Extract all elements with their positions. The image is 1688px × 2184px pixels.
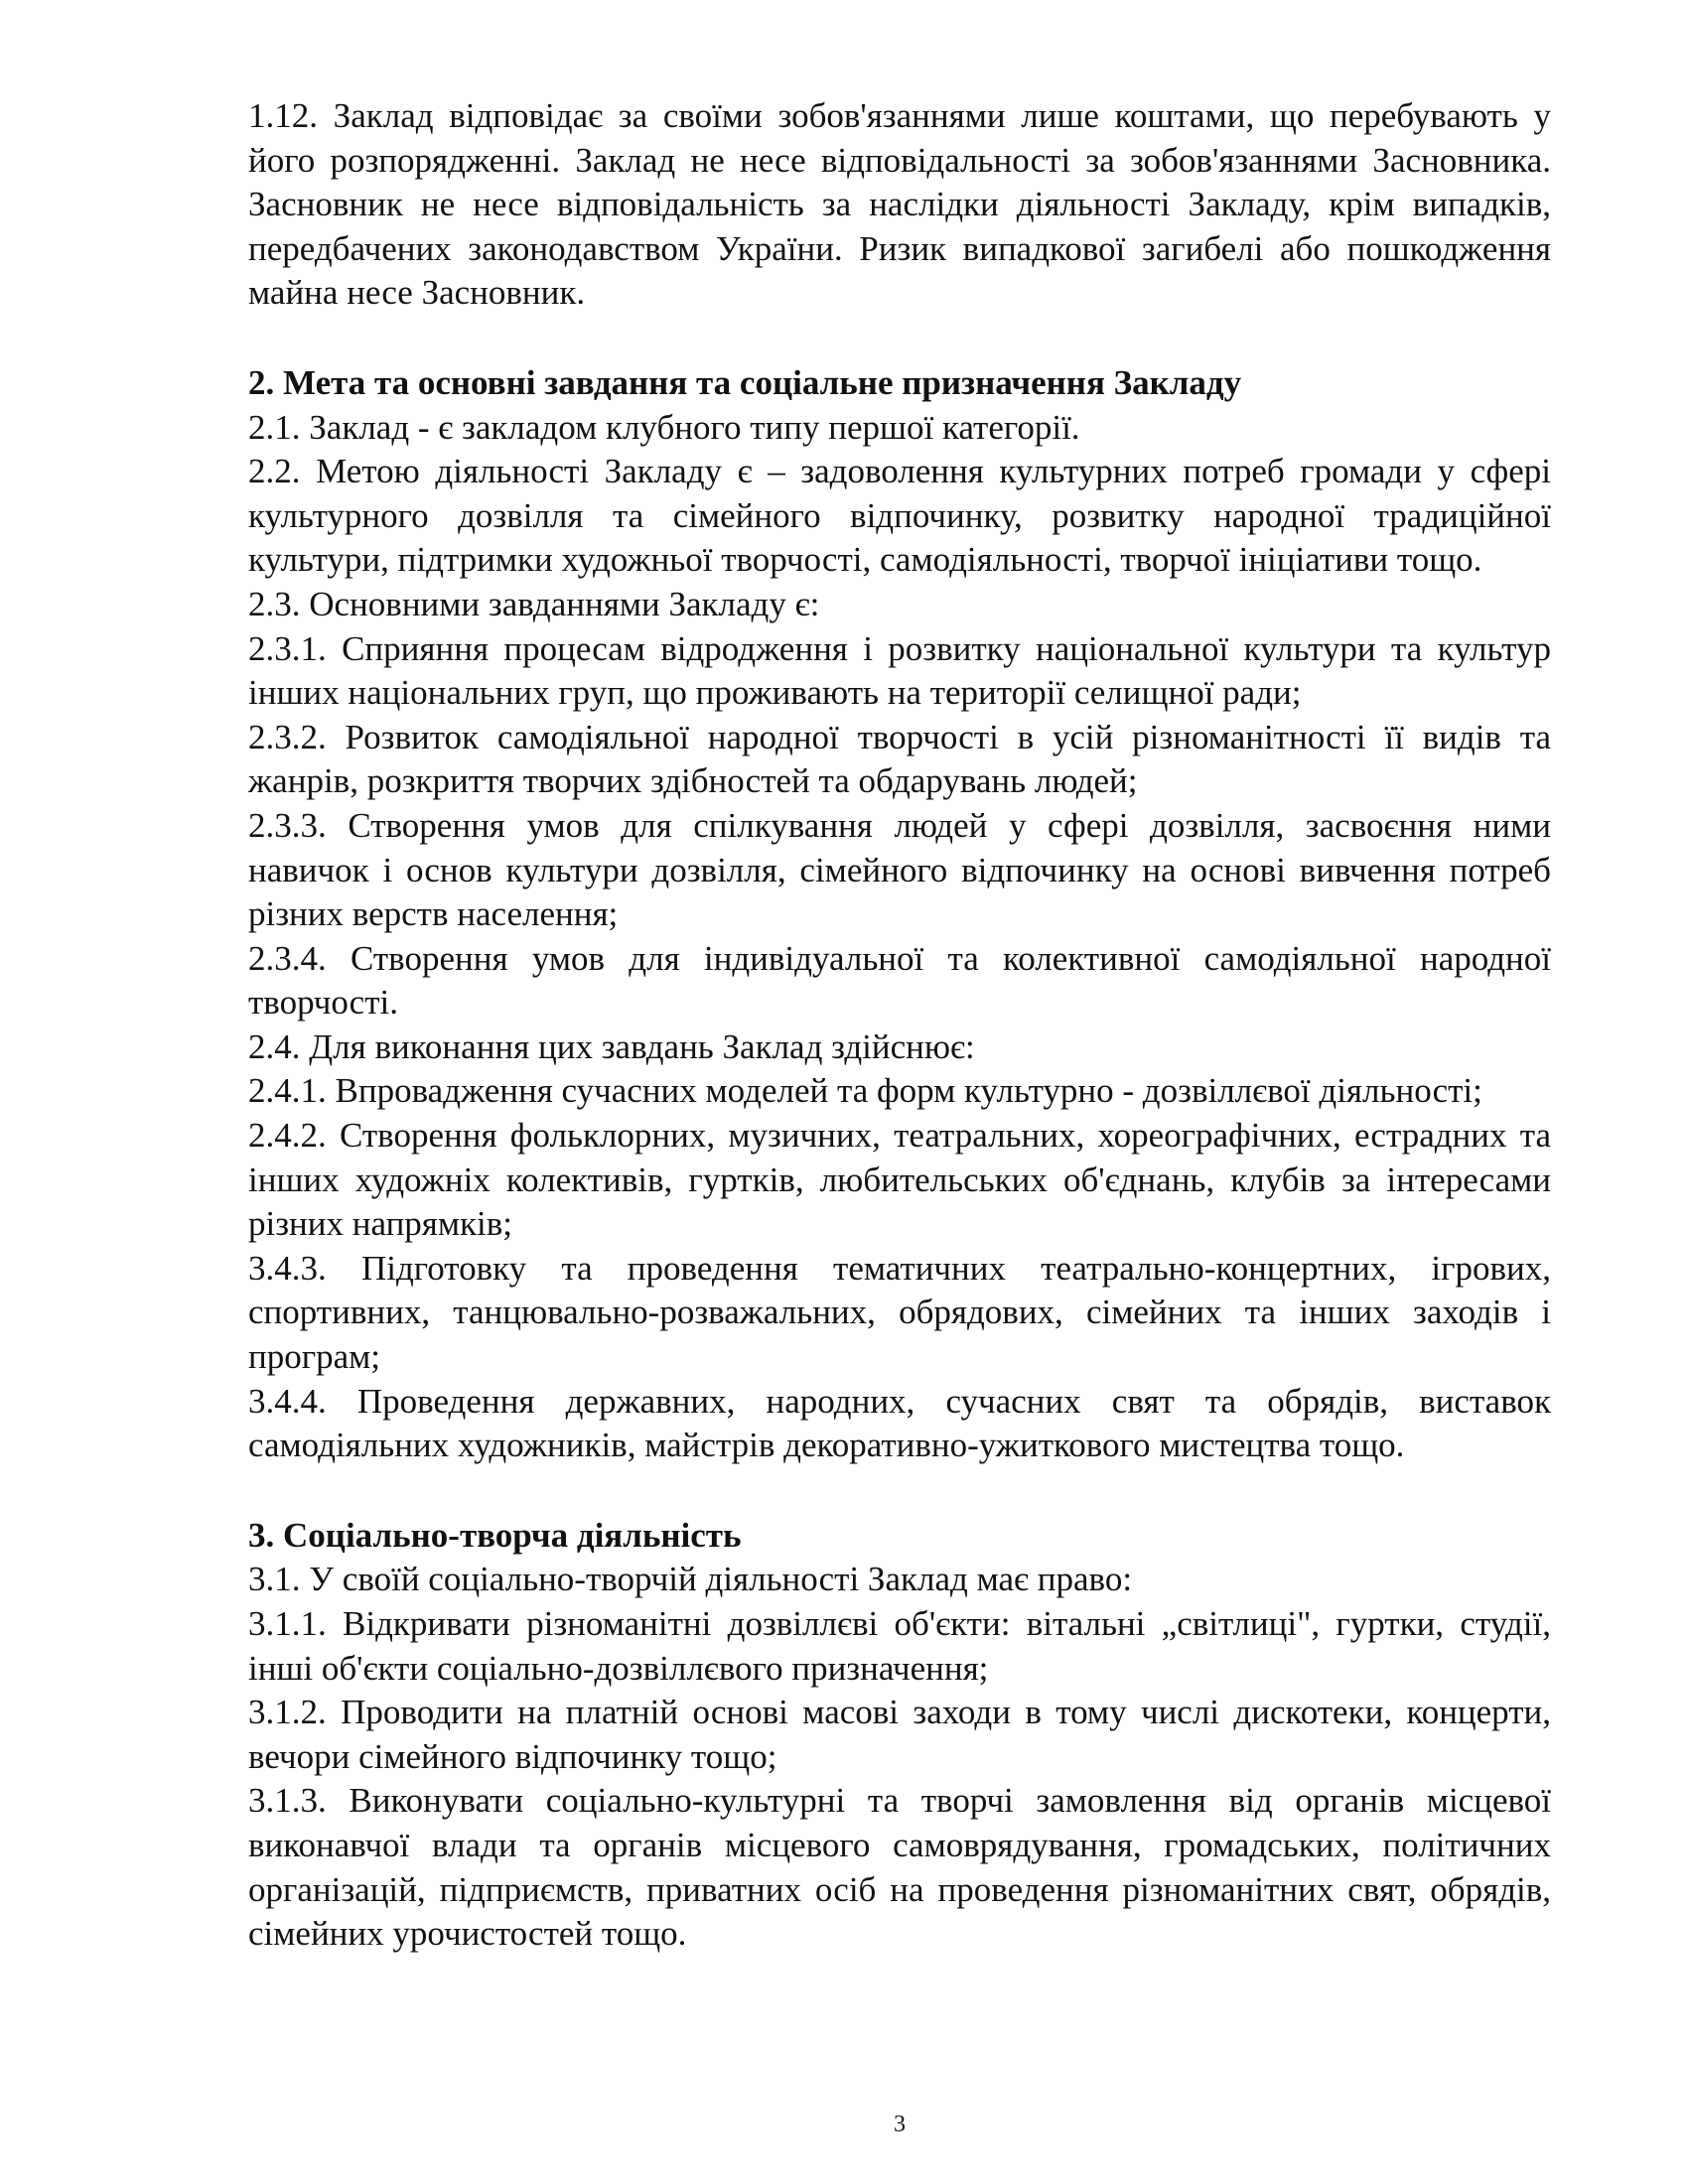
section-3-heading: 3. Соціально-творча діяльність xyxy=(248,1515,742,1555)
paragraph-2-3: 2.3. Основними завданнями Закладу є: xyxy=(248,584,820,623)
paragraph-2-3-3: 2.3.3. Створення умов для спілкування людей у сфері дозвілля, засвоєння ними навичок і основ культури дозвілля, сімейного відпочинку на основі вивчення потреб різних верств населення; xyxy=(248,805,1551,934)
paragraph-3-1-3: 3.1.3. Виконувати соціально-культурні та творчі замовлення від органів місцевої виконавчої влади та органів місцевого самоврядування, громадських, політичних організацій, підприємств, приватних осіб на проведення різноманітних свят, обрядів, сімейних урочистостей тощо. xyxy=(248,1781,1551,1954)
paragraph-3-4-3: 3.4.3. Підготовку та проведення тематичних театрально-концертних, ігрових, спортивних, танцювально-розважальних, обрядових, сімейних та інших заходів і програм; xyxy=(248,1248,1551,1377)
paragraph-2-3-2: 2.3.2. Розвиток самодіяльної народної творчості в усій різноманітності її видів та жанрів, розкриття творчих здібностей та обдарувань людей; xyxy=(248,717,1551,801)
paragraph-3-4-4: 3.4.4. Проведення державних, народних, сучасних свят та обрядів, виставок самодіяльних художників, майстрів декоративно-ужиткового мистецтва тощо. xyxy=(248,1381,1551,1465)
section-gap xyxy=(248,1468,1551,1514)
paragraph-2-2: 2.2. Метою діяльності Закладу є – задоволення культурних потреб громади у сфері культурного дозвілля та сімейного відпочинку, розвитку народної традиційної культури, підтримки художньої творчості, самодіяльності, творчої ініціативи тощо. xyxy=(248,452,1551,580)
section-2-heading: 2. Мета та основні завдання та соціальне призначення Закладу xyxy=(248,362,1242,402)
paragraph-2-4-1: 2.4.1. Впровадження сучасних моделей та форм культурно - дозвіллєвої діяльності; xyxy=(248,1071,1482,1111)
paragraph-3-1-1: 3.1.1. Відкривати різноманітні дозвіллєві об'єкти: вітальні „світлиці", гуртки, студії, інші об'єкти соціально-дозвіллєвого призначення; xyxy=(248,1604,1551,1688)
paragraph-2-4: 2.4. Для виконання цих завдань Заклад здійснює: xyxy=(248,1026,975,1066)
section-gap xyxy=(248,316,1551,361)
paragraph-3-1: 3.1. У своїй соціально-творчій діяльності Заклад має право: xyxy=(248,1560,1133,1599)
paragraph-2-3-4: 2.3.4. Створення умов для індивідуальної та колективної самодіяльної народної творчості. xyxy=(248,938,1551,1023)
paragraph-2-1: 2.1. Заклад - є закладом клубного типу першої категорії. xyxy=(248,407,1080,447)
paragraph-2-3-1: 2.3.1. Сприяння процесам відродження і розвитку національної культури та культур інших національних груп, що проживають на території селищної ради; xyxy=(248,628,1551,713)
document-page xyxy=(248,94,1551,1957)
paragraph-3-1-2: 3.1.2. Проводити на платній основі масові заходи в тому числі дискотеки, концерти, вечори сімейного відпочинку тощо; xyxy=(248,1693,1551,1776)
paragraph-2-4-2: 2.4.2. Створення фольклорних, музичних, театральних, хореографічних, естрадних та інших художніх колективів, гуртків, любительських об'єднань, клубів за інтересами різних напрямків; xyxy=(248,1116,1551,1244)
page-number: 3 xyxy=(894,2112,906,2137)
paragraph-1-12: 1.12. Заклад відповідає за своїми зобов'язаннями лише коштами, що перебувають у його розпорядженні. Заклад не несе відповідальності за зобов'язаннями Засновника. Засновник не несе відповідальність за наслідки діяльності Закладу, крім випадків, передбачених законодавством України. Ризик випадкової загибелі або пошкодження майна несе Засновник. xyxy=(248,96,1551,313)
